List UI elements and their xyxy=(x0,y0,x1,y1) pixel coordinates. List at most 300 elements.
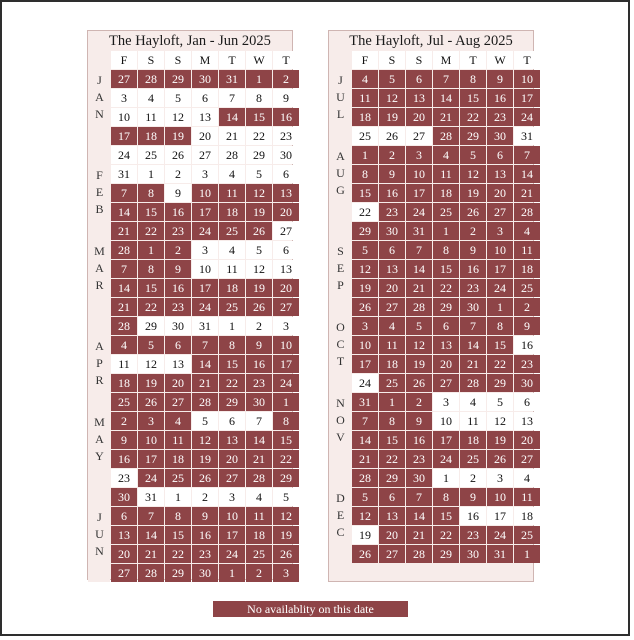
day-cell-booked: 14 xyxy=(111,279,137,297)
weekday-header: T xyxy=(273,51,299,69)
day-cell-booked: 17 xyxy=(192,203,218,221)
day-cell-booked: 6 xyxy=(379,241,405,259)
day-cell-booked: 27 xyxy=(111,70,137,88)
month-label-oct xyxy=(329,317,351,392)
day-cell-booked: 3 xyxy=(138,412,164,430)
day-cell-booked: 6 xyxy=(111,507,137,525)
day-cell-booked: 2 xyxy=(165,241,191,259)
day-cell-available: 31 xyxy=(514,127,540,145)
day-cell-booked: 19 xyxy=(246,279,272,297)
day-cell-booked: 14 xyxy=(460,336,486,354)
day-cell-booked: 10 xyxy=(352,336,378,354)
day-cell-booked: 18 xyxy=(138,127,164,145)
day-cell-booked: 8 xyxy=(379,412,405,430)
day-cell-booked: 10 xyxy=(487,241,513,259)
day-cell-booked: 25 xyxy=(379,374,405,392)
day-cell-booked: 2 xyxy=(514,298,540,316)
day-cell-booked: 26 xyxy=(406,374,432,392)
day-cell-booked: 1 xyxy=(219,564,245,582)
day-cell-booked: 22 xyxy=(433,279,459,297)
day-cell-booked: 18 xyxy=(460,431,486,449)
day-cell-booked: 20 xyxy=(433,355,459,373)
month-label-text: OCT xyxy=(333,320,348,371)
day-cell-booked: 19 xyxy=(246,203,272,221)
day-cell-booked: 30 xyxy=(111,488,137,506)
day-cell-booked: 25 xyxy=(514,526,540,544)
day-cell-booked: 23 xyxy=(379,203,405,221)
day-cell-booked: 20 xyxy=(219,450,245,468)
day-cell-available: 29 xyxy=(246,146,272,164)
day-cell-booked: 22 xyxy=(487,355,513,373)
month-label-feb xyxy=(88,165,110,240)
day-cell-booked: 30 xyxy=(460,545,486,563)
day-cell-booked: 7 xyxy=(514,146,540,164)
day-cell-booked: 28 xyxy=(406,545,432,563)
day-cell-available: 4 xyxy=(514,469,540,487)
month-label-text: APR xyxy=(92,339,107,390)
day-cell-available: 13 xyxy=(273,260,299,278)
day-cell-booked: 5 xyxy=(352,241,378,259)
day-cell-booked: 29 xyxy=(352,222,378,240)
day-cell-booked: 3 xyxy=(406,146,432,164)
day-cell-booked: 2 xyxy=(111,412,137,430)
day-cell-booked: 16 xyxy=(273,108,299,126)
day-cell-booked: 30 xyxy=(514,374,540,392)
day-cell-available: 6 xyxy=(273,241,299,259)
day-cell-booked: 5 xyxy=(460,146,486,164)
day-cell-booked: 23 xyxy=(487,108,513,126)
day-cell-booked: 11 xyxy=(514,488,540,506)
day-cell-booked: 16 xyxy=(406,431,432,449)
day-cell-available: 5 xyxy=(246,165,272,183)
weekday-header: F xyxy=(111,51,137,69)
day-cell-booked: 17 xyxy=(192,279,218,297)
calendar-title: The Hayloft, Jan - Jun 2025 xyxy=(109,33,271,49)
day-cell-booked: 18 xyxy=(514,260,540,278)
day-cell-available: 23 xyxy=(273,127,299,145)
day-cell-available: 26 xyxy=(379,127,405,145)
day-cell-booked: 2 xyxy=(246,564,272,582)
day-cell-booked: 13 xyxy=(487,165,513,183)
day-cell-booked: 6 xyxy=(433,317,459,335)
day-cell-booked: 24 xyxy=(219,545,245,563)
day-cell-booked: 8 xyxy=(352,165,378,183)
day-cell-booked: 29 xyxy=(165,564,191,582)
day-cell-booked: 27 xyxy=(433,374,459,392)
day-cell-booked: 2 xyxy=(273,70,299,88)
day-cell-available: 6 xyxy=(219,412,245,430)
day-cell-available: 6 xyxy=(273,165,299,183)
day-cell-booked: 8 xyxy=(219,336,245,354)
day-cell-booked: 10 xyxy=(219,507,245,525)
day-cell-booked: 25 xyxy=(433,203,459,221)
day-cell-booked: 4 xyxy=(165,412,191,430)
day-cell-available: 27 xyxy=(406,127,432,145)
day-cell-booked: 21 xyxy=(192,374,218,392)
day-cell-available: 17 xyxy=(487,507,513,525)
day-cell-booked: 28 xyxy=(192,393,218,411)
day-cell-booked: 4 xyxy=(379,317,405,335)
day-cell-booked: 7 xyxy=(433,70,459,88)
day-cell-booked: 30 xyxy=(246,393,272,411)
day-cell-booked: 3 xyxy=(273,564,299,582)
day-cell-booked: 27 xyxy=(165,393,191,411)
day-cell-available: 22 xyxy=(246,127,272,145)
day-cell-booked: 11 xyxy=(219,184,245,202)
day-cell-booked: 23 xyxy=(165,298,191,316)
day-cell-booked: 26 xyxy=(487,450,513,468)
day-cell-available: 25 xyxy=(352,127,378,145)
day-cell-booked: 4 xyxy=(352,70,378,88)
day-cell-booked: 29 xyxy=(433,298,459,316)
day-cell-booked: 8 xyxy=(460,70,486,88)
day-cell-booked: 19 xyxy=(379,108,405,126)
day-cell-booked: 12 xyxy=(379,89,405,107)
day-cell-available: 4 xyxy=(219,165,245,183)
day-cell-booked: 29 xyxy=(165,70,191,88)
day-cell-booked: 22 xyxy=(460,108,486,126)
month-label-jun xyxy=(88,507,110,582)
day-cell-booked: 7 xyxy=(138,507,164,525)
day-cell-booked: 9 xyxy=(379,165,405,183)
day-cell-booked: 6 xyxy=(165,336,191,354)
day-cell-available: 24 xyxy=(111,146,137,164)
month-label-text: MAY xyxy=(92,415,107,466)
day-cell-booked: 18 xyxy=(111,374,137,392)
day-cell-available: 31 xyxy=(192,317,218,335)
day-cell-booked: 25 xyxy=(219,222,245,240)
day-cell-booked: 8 xyxy=(273,412,299,430)
day-cell-booked: 18 xyxy=(433,184,459,202)
month-label-jul xyxy=(329,70,351,145)
day-cell-booked: 23 xyxy=(165,222,191,240)
day-cell-booked: 2 xyxy=(406,393,432,411)
day-cell-booked: 21 xyxy=(111,298,137,316)
day-cell-booked: 28 xyxy=(138,564,164,582)
legend-no-availability: No availablity on this date xyxy=(213,601,408,617)
day-cell-booked: 16 xyxy=(111,450,137,468)
day-cell-available: 16 xyxy=(514,336,540,354)
day-cell-booked: 29 xyxy=(379,469,405,487)
month-label-mar xyxy=(88,241,110,335)
day-cell-booked: 22 xyxy=(138,222,164,240)
day-cell-booked: 27 xyxy=(219,469,245,487)
day-cell-booked: 8 xyxy=(433,488,459,506)
day-cell-booked: 13 xyxy=(433,336,459,354)
calendar-grid xyxy=(88,51,292,582)
day-cell-booked: 22 xyxy=(219,374,245,392)
day-cell-booked: 21 xyxy=(406,279,432,297)
day-cell-available: 2 xyxy=(165,165,191,183)
day-cell-booked: 15 xyxy=(433,507,459,525)
day-cell-booked: 1 xyxy=(246,70,272,88)
day-cell-booked: 10 xyxy=(138,431,164,449)
weekday-header-spacer xyxy=(329,51,351,69)
day-cell-booked: 21 xyxy=(514,184,540,202)
day-cell-booked: 9 xyxy=(165,260,191,278)
day-cell-booked: 28 xyxy=(352,469,378,487)
day-cell-available: 29 xyxy=(138,317,164,335)
day-cell-booked: 23 xyxy=(246,374,272,392)
weekday-header: F xyxy=(352,51,378,69)
day-cell-booked: 7 xyxy=(111,184,137,202)
day-cell-booked: 13 xyxy=(219,431,245,449)
day-cell-booked: 17 xyxy=(514,89,540,107)
day-cell-booked: 1 xyxy=(273,393,299,411)
day-cell-booked: 28 xyxy=(514,203,540,221)
day-cell-available: 6 xyxy=(192,89,218,107)
day-cell-booked: 16 xyxy=(487,89,513,107)
day-cell-available: 9 xyxy=(165,184,191,202)
day-cell-available: 28 xyxy=(219,146,245,164)
day-cell-booked: 26 xyxy=(352,545,378,563)
day-cell-booked: 18 xyxy=(352,108,378,126)
day-cell-booked: 19 xyxy=(487,431,513,449)
day-cell-booked: 20 xyxy=(487,184,513,202)
day-cell-booked: 5 xyxy=(352,488,378,506)
day-cell-booked: 12 xyxy=(273,507,299,525)
day-cell-booked: 22 xyxy=(433,526,459,544)
day-cell-booked: 26 xyxy=(352,298,378,316)
weekday-header: M xyxy=(192,51,218,69)
day-cell-booked: 28 xyxy=(246,469,272,487)
month-label-sep xyxy=(329,241,351,316)
day-cell-booked: 18 xyxy=(219,203,245,221)
day-cell-booked: 20 xyxy=(379,526,405,544)
day-cell-booked: 6 xyxy=(487,146,513,164)
day-cell-booked: 24 xyxy=(273,374,299,392)
month-label-text: FEB xyxy=(92,168,107,219)
day-cell-booked: 28 xyxy=(138,70,164,88)
calendar-jan-jun xyxy=(87,30,293,580)
day-cell-booked: 12 xyxy=(352,507,378,525)
day-cell-booked: 24 xyxy=(192,298,218,316)
day-cell-booked: 18 xyxy=(246,526,272,544)
day-cell-booked: 17 xyxy=(352,355,378,373)
weekday-header: W xyxy=(487,51,513,69)
day-cell-available: 10 xyxy=(192,260,218,278)
day-cell-booked: 1 xyxy=(138,241,164,259)
day-cell-booked: 14 xyxy=(406,260,432,278)
day-cell-booked: 8 xyxy=(165,507,191,525)
day-cell-booked: 1 xyxy=(352,146,378,164)
day-cell-booked: 25 xyxy=(460,450,486,468)
day-cell-available: 27 xyxy=(192,146,218,164)
day-cell-booked: 10 xyxy=(514,70,540,88)
day-cell-booked: 26 xyxy=(273,545,299,563)
day-cell-booked: 31 xyxy=(219,70,245,88)
day-cell-available: 25 xyxy=(138,146,164,164)
day-cell-booked: 14 xyxy=(514,165,540,183)
day-cell-booked: 4 xyxy=(514,222,540,240)
month-label-text: AUG xyxy=(333,149,348,200)
day-cell-booked: 8 xyxy=(433,241,459,259)
day-cell-available: 16 xyxy=(460,507,486,525)
day-cell-booked: 16 xyxy=(165,279,191,297)
weekday-header: S xyxy=(379,51,405,69)
day-cell-booked: 16 xyxy=(379,184,405,202)
day-cell-booked: 24 xyxy=(487,526,513,544)
day-cell-available: 11 xyxy=(219,260,245,278)
day-cell-booked: 10 xyxy=(192,184,218,202)
day-cell-available: 11 xyxy=(111,355,137,373)
day-cell-booked: 9 xyxy=(460,241,486,259)
weekday-header: T xyxy=(514,51,540,69)
day-cell-available: 31 xyxy=(138,488,164,506)
day-cell-booked: 27 xyxy=(379,298,405,316)
day-cell-booked: 6 xyxy=(406,70,432,88)
day-cell-booked: 1 xyxy=(433,222,459,240)
day-cell-booked: 12 xyxy=(352,260,378,278)
day-cell-booked: 7 xyxy=(352,412,378,430)
day-cell-booked: 19 xyxy=(192,450,218,468)
day-cell-booked: 26 xyxy=(138,393,164,411)
day-cell-booked: 7 xyxy=(111,260,137,278)
day-cell-booked: 30 xyxy=(192,70,218,88)
day-cell-booked: 25 xyxy=(219,298,245,316)
day-cell-booked: 15 xyxy=(379,431,405,449)
day-cell-booked: 7 xyxy=(192,336,218,354)
day-cell-booked: 17 xyxy=(219,526,245,544)
day-cell-booked: 19 xyxy=(352,279,378,297)
day-cell-booked: 20 xyxy=(379,279,405,297)
day-cell-booked: 27 xyxy=(487,203,513,221)
day-cell-booked: 11 xyxy=(352,89,378,107)
month-label-text: JUN xyxy=(92,510,107,561)
month-label-text: MAR xyxy=(92,244,107,295)
day-cell-booked: 26 xyxy=(460,203,486,221)
day-cell-booked: 18 xyxy=(379,355,405,373)
day-cell-booked: 30 xyxy=(460,298,486,316)
day-cell-available: 30 xyxy=(273,146,299,164)
day-cell-booked: 28 xyxy=(111,317,137,335)
day-cell-booked: 7 xyxy=(406,241,432,259)
day-cell-booked: 12 xyxy=(246,184,272,202)
day-cell-available: 20 xyxy=(192,127,218,145)
day-cell-available: 10 xyxy=(111,108,137,126)
day-cell-available: 24 xyxy=(352,374,378,392)
day-cell-booked: 10 xyxy=(487,488,513,506)
day-cell-available: 1 xyxy=(138,165,164,183)
day-cell-booked: 5 xyxy=(138,336,164,354)
day-cell-booked: 15 xyxy=(460,89,486,107)
day-cell-available: 1 xyxy=(433,469,459,487)
day-cell-booked: 27 xyxy=(111,564,137,582)
day-cell-booked: 25 xyxy=(111,393,137,411)
day-cell-available: 5 xyxy=(273,488,299,506)
day-cell-booked: 12 xyxy=(406,336,432,354)
day-cell-booked: 24 xyxy=(138,469,164,487)
day-cell-available: 11 xyxy=(138,108,164,126)
day-cell-available: 10 xyxy=(433,412,459,430)
day-cell-booked: 21 xyxy=(246,450,272,468)
day-cell-available: 2 xyxy=(192,488,218,506)
day-cell-booked: 21 xyxy=(433,108,459,126)
day-cell-booked: 10 xyxy=(273,336,299,354)
day-cell-booked: 4 xyxy=(111,336,137,354)
day-cell-available: 3 xyxy=(192,165,218,183)
day-cell-booked: 16 xyxy=(460,260,486,278)
day-cell-available: 9 xyxy=(273,89,299,107)
day-cell-booked: 22 xyxy=(165,545,191,563)
day-cell-available: 19 xyxy=(352,526,378,544)
day-cell-booked: 13 xyxy=(273,184,299,202)
day-cell-booked: 29 xyxy=(219,393,245,411)
month-label-may xyxy=(88,412,110,506)
month-label-dec xyxy=(329,488,351,563)
day-cell-booked: 20 xyxy=(273,203,299,221)
day-cell-available: 18 xyxy=(514,507,540,525)
day-cell-booked: 9 xyxy=(111,431,137,449)
day-cell-booked: 1 xyxy=(514,545,540,563)
day-cell-booked: 5 xyxy=(406,317,432,335)
day-cell-booked: 20 xyxy=(165,374,191,392)
weekday-header: S xyxy=(138,51,164,69)
day-cell-booked: 3 xyxy=(487,222,513,240)
day-cell-booked: 24 xyxy=(487,279,513,297)
month-label-text: DEC xyxy=(333,491,348,542)
day-cell-booked: 18 xyxy=(165,450,191,468)
day-cell-available: 5 xyxy=(487,393,513,411)
month-label-aug xyxy=(329,146,351,240)
day-cell-available: 4 xyxy=(219,241,245,259)
weekday-header: M xyxy=(433,51,459,69)
day-cell-booked: 12 xyxy=(460,165,486,183)
day-cell-booked: 20 xyxy=(273,279,299,297)
day-cell-available: 4 xyxy=(246,488,272,506)
day-cell-booked: 29 xyxy=(433,545,459,563)
day-cell-booked: 19 xyxy=(406,355,432,373)
day-cell-booked: 31 xyxy=(487,545,513,563)
day-cell-booked: 30 xyxy=(487,127,513,145)
day-cell-available: 13 xyxy=(165,355,191,373)
day-cell-booked: 14 xyxy=(246,431,272,449)
day-cell-available: 13 xyxy=(514,412,540,430)
day-cell-booked: 13 xyxy=(111,526,137,544)
day-cell-booked: 15 xyxy=(165,526,191,544)
day-cell-booked: 14 xyxy=(406,507,432,525)
day-cell-booked: 15 xyxy=(487,336,513,354)
day-cell-booked: 16 xyxy=(192,526,218,544)
day-cell-booked: 23 xyxy=(406,450,432,468)
day-cell-booked: 23 xyxy=(460,526,486,544)
day-cell-booked: 23 xyxy=(514,355,540,373)
day-cell-booked: 26 xyxy=(246,222,272,240)
day-cell-booked: 22 xyxy=(379,450,405,468)
day-cell-available: 12 xyxy=(487,412,513,430)
day-cell-booked: 8 xyxy=(487,317,513,335)
day-cell-booked: 2 xyxy=(460,222,486,240)
month-label-text: NOV xyxy=(333,396,348,447)
day-cell-booked: 21 xyxy=(406,526,432,544)
day-cell-booked: 9 xyxy=(514,317,540,335)
day-cell-available: 26 xyxy=(165,146,191,164)
weekday-header-spacer xyxy=(88,51,110,69)
day-cell-available: 11 xyxy=(460,412,486,430)
day-cell-booked: 25 xyxy=(165,469,191,487)
day-cell-booked: 17 xyxy=(273,355,299,373)
day-cell-booked: 20 xyxy=(514,431,540,449)
day-cell-booked: 22 xyxy=(138,298,164,316)
day-cell-booked: 29 xyxy=(487,374,513,392)
day-cell-booked: 13 xyxy=(379,260,405,278)
day-cell-booked: 17 xyxy=(406,184,432,202)
day-cell-booked: 15 xyxy=(352,184,378,202)
day-cell-booked: 11 xyxy=(165,431,191,449)
day-cell-booked: 5 xyxy=(379,70,405,88)
day-cell-booked: 31 xyxy=(352,393,378,411)
day-cell-booked: 24 xyxy=(433,450,459,468)
